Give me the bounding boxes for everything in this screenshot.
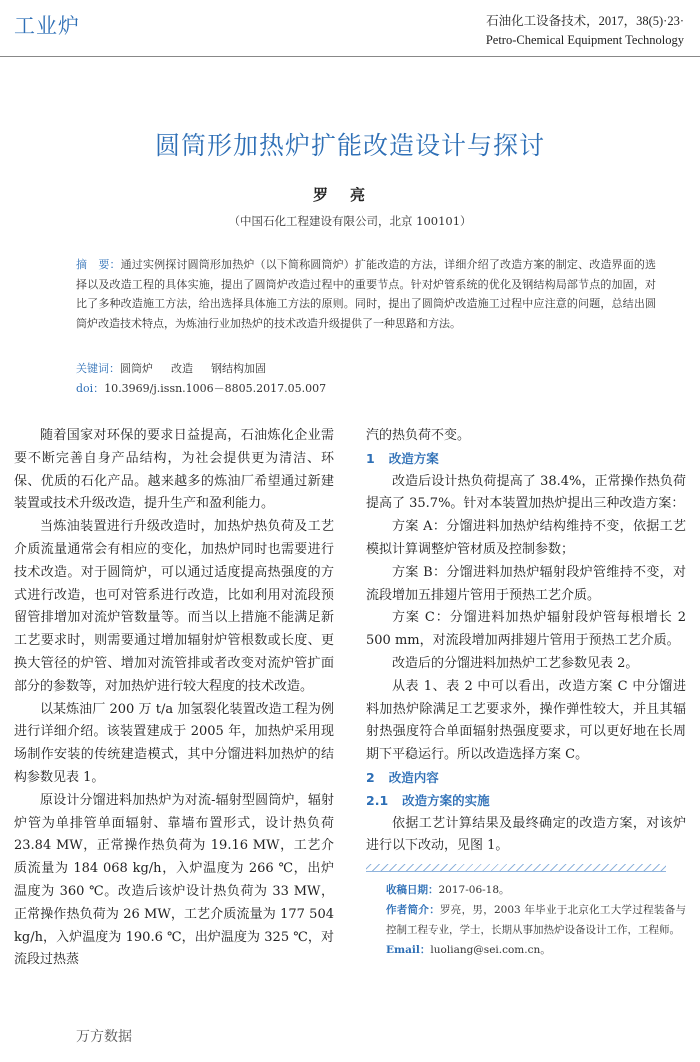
author-name: 罗亮	[312, 186, 387, 204]
section-heading-2: 2 改造内容	[366, 769, 439, 785]
footnote	[366, 880, 686, 960]
journal-info	[486, 12, 684, 50]
paragraph: 依据工艺计算结果及最终确定的改造方案，对该炉进行以下改动，见图 1。	[366, 815, 686, 854]
paragraph: 以某炼油厂 200 万 t/a 加氢裂化装置改造工程为例进行详细介绍。该装置建成于 2005 年，加热炉采用现场制作安装的传统建造模式，其中分馏进料加热炉的结构参数见表 1。	[14, 701, 334, 785]
author-bio: 罗亮，男，2003 年毕业于北京化工大学过程装备与控制工程专业，学士，长期从事加热炉设备设计工作，工程师。	[386, 904, 687, 937]
email-label: Email：	[386, 944, 431, 957]
header-divider	[0, 56, 700, 57]
section-heading-1: 1 改造方案	[366, 450, 439, 466]
abstract-label: 摘 要：	[76, 258, 121, 271]
keyword-item: 改造	[171, 362, 193, 375]
paragraph: 方案 C：分馏进料加热炉辐射段炉管每根增长 2 500 mm，对流段增加两排翅片管用于预热工艺介质。	[366, 610, 686, 649]
email-link[interactable]: luoliang@sei.com.cn。	[430, 944, 551, 957]
doi	[76, 380, 326, 396]
paragraph: 当炼油装置进行升级改造时，加热炉热负荷及工艺介质流量通常会有相应的变化，加热炉同时也需要进行技术改造。对于圆筒炉，可以通过适度提高热强度的方式进行改造，也可对管系进行改造，比如利用对流段预留管排增加对流炉管数量等。而当以上措施不能满足新工艺要求时，则需要通过增加辐射炉管根数或长度、更换大管径的炉管、增加对流管排或者改变对流炉管扩面部分的参数等，对加热炉进行较大程度的技术改造。	[14, 519, 334, 694]
paragraph: 改造后的分馏进料加热炉工艺参数见表 2。	[392, 655, 639, 671]
paragraph: 随着国家对环保的要求日益提高，石油炼化企业需要不断完善自身产品结构，为社会提供更为清洁、环保、优质的石化产品。越来越多的炼油厂希望通过新建装置或技术升级改造，提升生产和盈利能力。	[14, 428, 334, 512]
journal-citation: 石油化工设备技术，2017，38(5)·23·	[486, 14, 684, 28]
abstract	[48, 255, 656, 333]
paragraph: 原设计分馏进料加热炉为对流-辐射型圆筒炉，辐射炉管为单排管单面辐射、靠墙布置形式，设计热负荷 23.84 MW，正常操作热负荷为 19.16 MW，工艺介质流量为 184 068 kg/h，入炉温度为 266 ℃，出炉温度为 360 ℃。改造后该炉设计热负荷为 33 MW，正常操作热负荷为 26 MW，工艺介质流量为 177 504 kg/h，入炉温度为 190.6 ℃，出炉温度为 325 ℃，对流段过热蒸	[14, 792, 334, 968]
keywords-label: 关键词：	[76, 362, 120, 375]
section-label: 工业炉	[14, 14, 80, 38]
watermark: 万方数据	[76, 1026, 132, 1046]
keywords	[76, 360, 284, 376]
page-title: 圆筒形加热炉扩能改造设计与探讨	[154, 131, 545, 160]
doi-label: doi：	[76, 382, 105, 395]
paragraph: 改造后设计热负荷提高了 38.4%，正常操作热负荷提高了 35.7%。针对本装置加热炉提出三种改造方案：	[366, 473, 686, 512]
left-column	[14, 425, 334, 972]
paragraph: 方案 B：分馏进料加热炉辐射段炉管维持不变，对流段增加五排翅片管用于预热工艺介质。	[366, 564, 686, 603]
received-date: 2017-06-18。	[438, 884, 510, 897]
paragraph: 从表 1、表 2 中可以看出，改造方案 C 中分馏进料加热炉除满足工艺要求外，操作弹性较大，并且其辐射热强度符合单面辐射热强度要求，可以更好地在长周期下平稳运行。所以改造选择方案 C。	[366, 678, 686, 763]
keyword-item: 钢结构加固	[211, 362, 266, 375]
right-column	[366, 425, 686, 960]
keyword-item: 圆筒炉	[120, 362, 153, 375]
footnote-divider	[366, 864, 666, 872]
affiliation: （中国石化工程建设有限公司，北京 100101）	[228, 214, 472, 228]
abstract-text: 通过实例探讨圆筒形加热炉（以下简称圆筒炉）扩能改造的方法，详细介绍了改造方案的制定、改造界面的选择以及改造工程的具体实施，提出了圆筒炉改造过程中的重要节点。针对炉管系统的优化及钢结构局部节点的加固，对比了多种改造施工方法，给出选择具体施工方法的原则。同时，提出了圆筒炉改造施工过程中应注意的问题，总结出圆筒炉改造技术特点，为炼油行业加热炉的技术改造升级提供了一种思路和方法。	[76, 258, 657, 330]
received-label: 收稿日期：	[386, 884, 439, 897]
subsection-heading-2-1: 2.1 改造方案的实施	[366, 792, 490, 808]
author-bio-label: 作者简介：	[386, 904, 440, 917]
journal-english-name: Petro-Chemical Equipment Technology	[485, 33, 684, 47]
paragraph: 方案 A：分馏进料加热炉结构维持不变，依据工艺模拟计算调整炉管材质及控制参数；	[366, 519, 686, 557]
paragraph: 汽的热负荷不变。	[366, 428, 471, 443]
doi-value[interactable]: 10.3969/j.issn.1006－8805.2017.05.007	[104, 382, 327, 395]
